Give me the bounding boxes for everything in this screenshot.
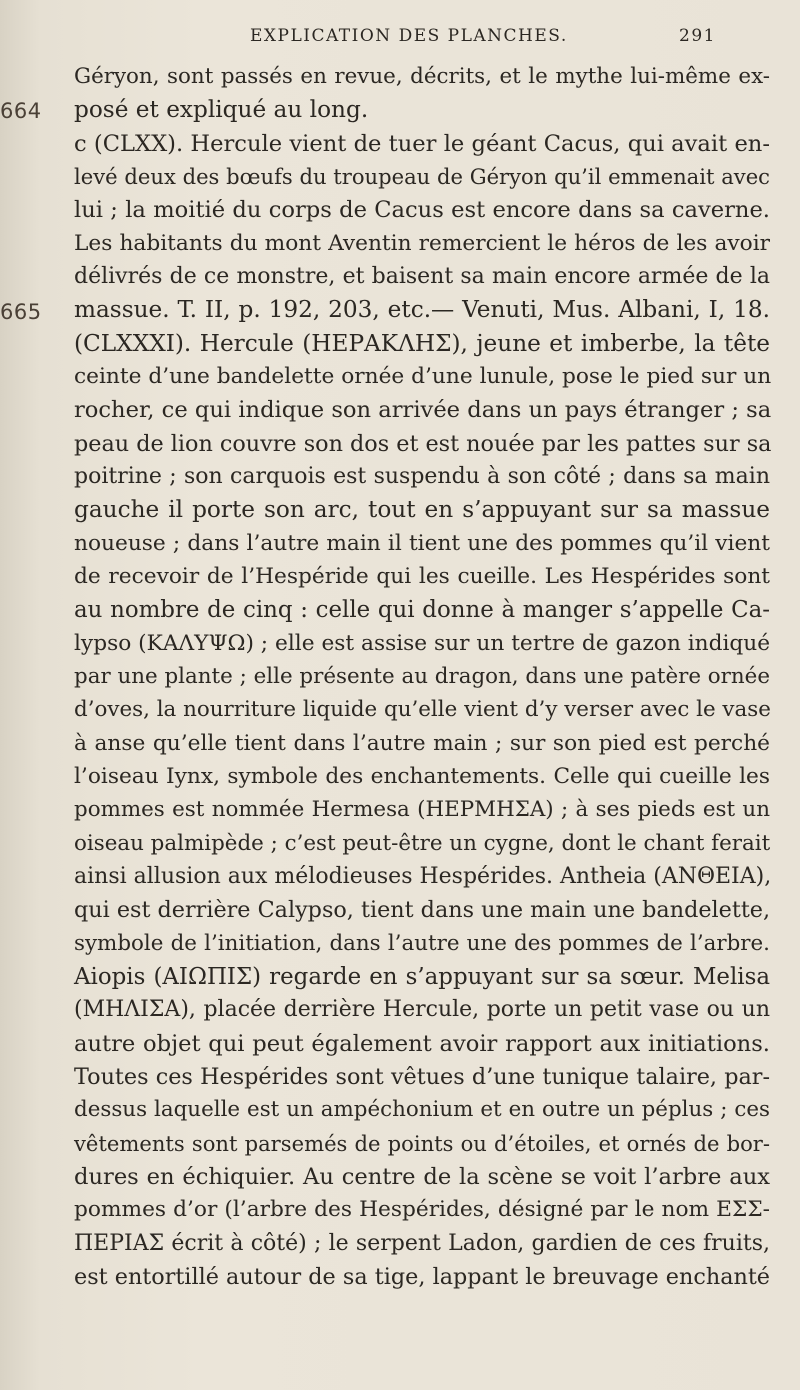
text-line: de recevoir de l’Hespéride qui les cueille. Les Hespérides sont xyxy=(74,564,770,589)
text-line: poitrine ; son carquois est suspendu à son côté ; dans sa main xyxy=(74,464,770,489)
text-line: levé deux des bœufs du troupeau de Géryon qu’il emmenait avec xyxy=(74,164,770,189)
text-line: (ΜΗΛΙΣΑ), placée derrière Hercule, porte un petit vase ou un xyxy=(74,997,770,1022)
text-line: symbole de l’initiation, dans l’autre une des pommes de l’arbre. xyxy=(74,931,770,956)
text-line: délivrés de ce monstre, et baisent sa main encore armée de la xyxy=(74,264,770,289)
text-line: Toutes ces Hespérides sont vêtues d’une tunique talaire, par- xyxy=(74,1064,770,1090)
text-line: (CLXXXI). Hercule (ΗΕΡΑΚΛΗΣ), jeune et imberbe, la tête xyxy=(74,330,770,357)
text-line: c (CLXX). Hercule vient de tuer le géant Cacus, qui avait en- xyxy=(74,131,770,157)
text-line: lui ; la moitié du corps de Cacus est encore dans sa caverne. xyxy=(74,197,770,223)
text-line: vêtements sont parsemés de points ou d’étoiles, et ornés de bor- xyxy=(74,1131,770,1156)
text-line: au nombre de cinq : celle qui donne à manger s’appelle Ca- xyxy=(74,597,770,623)
text-line: qui est derrière Calypso, tient dans une main une bandelette, xyxy=(74,897,771,923)
text-line: massue. T. II, p. 192, 203, etc.— Venuti, Mus. Albani, I, 18. xyxy=(74,296,770,323)
text-line: d’oves, la nourriture liquide qu’elle vient d’y verser avec le vase xyxy=(74,697,771,722)
text-line: Aiopis (ΑΙΩΠΙΣ) regarde en s’appuyant sur sa sœur. Melisa xyxy=(74,964,770,990)
text-line: dures en échiquier. Au centre de la scène se voit l’arbre aux xyxy=(74,1164,770,1190)
text-line: ainsi allusion aux mélodieuses Hespérides. Antheia (ΑΝΘΕΙΑ), xyxy=(74,864,772,889)
text-line: lypso (ΚΑΛΥΨΩ) ; elle est assise sur un tertre de gazon indiqué xyxy=(74,631,771,656)
margin-number: 665 xyxy=(0,300,42,324)
text-line: Géryon, sont passés en revue, décrits, et le mythe lui-même ex- xyxy=(74,64,770,89)
text-line: à anse qu’elle tient dans l’autre main ; sur son pied est perché xyxy=(74,731,770,756)
text-line: autre objet qui peut également avoir rapport aux initiations. xyxy=(74,1031,770,1057)
text-line: ceinte d’une bandelette ornée d’une lunule, pose le pied sur un xyxy=(74,364,772,389)
running-title: EXPLICATION DES PLANCHES. xyxy=(250,26,568,46)
text-line: peau de lion couvre son dos et est nouée par les pattes sur sa xyxy=(74,431,772,457)
text-line: posé et expliqué au long. xyxy=(74,96,369,123)
text-line: l’oiseau Iynx, symbole des enchantements. Celle qui cueille les xyxy=(74,764,770,789)
text-line: oiseau palmipède ; c’est peut-être un cygne, dont le chant ferait xyxy=(74,831,771,856)
text-line: ΠΕΡΙΑΣ écrit à côté) ; le serpent Ladon, gardien de ces fruits, xyxy=(74,1231,770,1256)
text-line: par une plante ; elle présente au dragon, dans une patère ornée xyxy=(74,664,770,689)
page-number: 291 xyxy=(679,26,716,46)
text-line: Les habitants du mont Aventin remercient le héros de les avoir xyxy=(74,231,770,256)
text-line: pommes d’or (l’arbre des Hespérides, désigné par le nom ΕΣΣ- xyxy=(74,1197,770,1222)
text-line: noueuse ; dans l’autre main il tient une des pommes qu’il vient xyxy=(74,531,770,556)
text-line: rocher, ce qui indique son arrivée dans un pays étranger ; sa xyxy=(74,397,772,423)
text-line: gauche il porte son arc, tout en s’appuyant sur sa massue xyxy=(74,496,770,523)
text-line: pommes est nommée Hermesa (ΗΕΡΜΗΣΑ) ; à ses pieds est un xyxy=(74,797,770,822)
margin-number: 664 xyxy=(0,99,42,123)
text-line: dessus laquelle est un ampéchonium et en outre un péplus ; ces xyxy=(74,1097,770,1122)
text-line: est entortillé autour de sa tige, lappant le breuvage enchanté xyxy=(74,1264,770,1290)
